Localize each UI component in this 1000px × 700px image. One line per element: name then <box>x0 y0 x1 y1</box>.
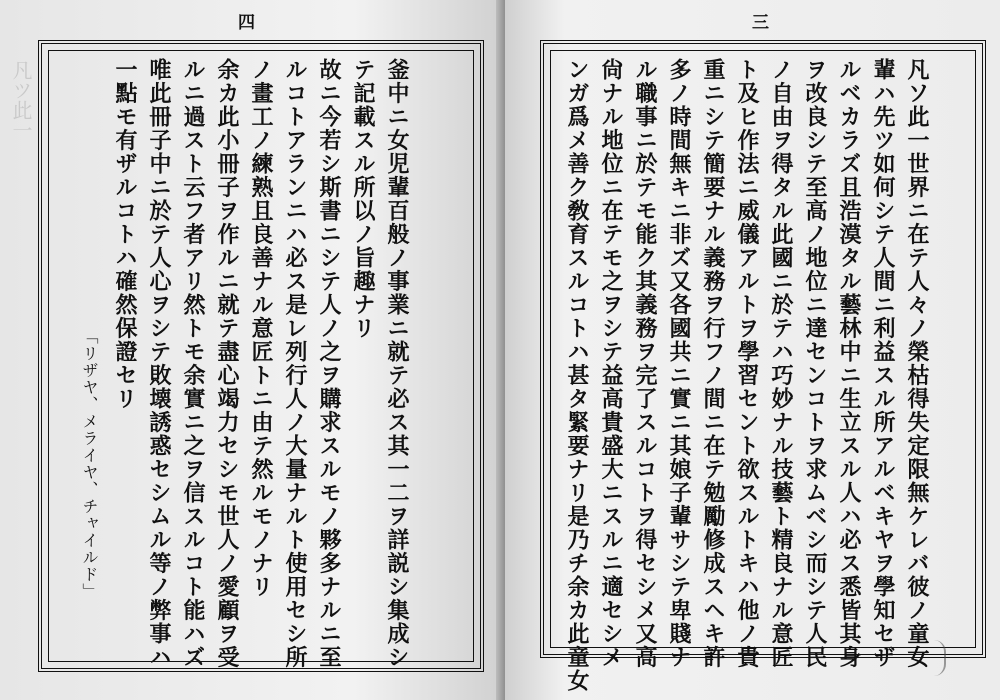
left-page-column: 一點モ有ザルコトハ確然保證セリ <box>112 58 138 411</box>
left-page-column: 釜中ニ女児輩百般ノ事業ニ就テ必ス其一二ヲ詳説シ集成シ <box>384 58 410 669</box>
right-page-column: ルベカラズ且浩漠タル藝林中ニ生立スル人ハ必ス悉皆其身 <box>836 58 862 669</box>
left-page-column: ルニ過スト云フ者アリ然トモ余實ニ之ヲ信スルコト能ハズ <box>180 58 206 669</box>
bleed-through-text: 凡ツ此一 <box>9 60 33 140</box>
left-page-column: 余カ此小冊子ヲ作ルニ就テ盡心竭力セシモ世人ノ愛顧ヲ受 <box>214 58 240 669</box>
right-page-column: 凡ソ此一世界ニ在テ人々ノ榮枯得失定限無ケレバ彼ノ童女 <box>904 58 930 669</box>
right-page-column: 多ノ時間無キニ非ズ又各國共ニ實ニ其娘子輩サシテ卑賤ナ <box>666 58 692 669</box>
pencil-mark <box>930 640 946 676</box>
author-signature: 「リザヤ、メライヤ、チャイルド」 <box>80 328 99 600</box>
left-page-column: ルコトアランニハ必ス是レ列行人ノ大量ナルト使用セシ所 <box>282 58 308 669</box>
right-page-column: ル職事ニ於テモ能ク其義務ヲ完了スルコトヲ得セシメ又高 <box>632 58 658 669</box>
right-page-column: ト及ヒ作法ニ威儀アルトヲ學習セント欲スルトキハ他ノ貴 <box>734 58 760 669</box>
left-page-column: 故ニ今若シ斯書ニシテ人ノ之ヲ購求スルモノ夥多ナルニ至 <box>316 58 342 669</box>
right-page-column: ヲ改良シテ至高ノ地位ニ達センコトヲ求ムベシ而シテ人民 <box>802 58 828 669</box>
right-page-column: ノ自由ヲ得タル此國ニ於テハ巧妙ナル技藝ト精良ナル意匠 <box>768 58 794 669</box>
right-page-column: 重ニシテ簡要ナル義務ヲ行フノ間ニ在テ勉勵修成スヘキ許 <box>700 58 726 669</box>
page-number-right: 三 <box>752 13 771 33</box>
right-page-column: 輩ハ先ツ如何シテ人間ニ利益スル所アルベキヤヲ學知セザ <box>870 58 896 669</box>
right-page-text <box>560 58 934 693</box>
right-page-column: 尙ナル地位ニ在テモ之ヲシテ益高貴盛大ニスルニ適セシメ <box>598 58 624 669</box>
left-page-column: テ記載スル所以ノ旨趣ナリ <box>350 58 376 340</box>
left-page-text <box>108 58 414 669</box>
left-page-column: 唯此冊子中ニ於テ人心ヲシテ敗壊誘惑セシムル等ノ弊事ハ <box>146 58 172 669</box>
right-page <box>505 0 1000 700</box>
left-page-column: ノ畫工ノ練熟且良善ナル意匠トニ由テ然ルモノナリ <box>248 58 274 599</box>
page-number-left: 四 <box>238 13 257 33</box>
right-page-column: ンガ爲メ善ク敎育スルコトハ甚タ緊要ナリ是乃チ余カ此童女 <box>564 58 590 693</box>
